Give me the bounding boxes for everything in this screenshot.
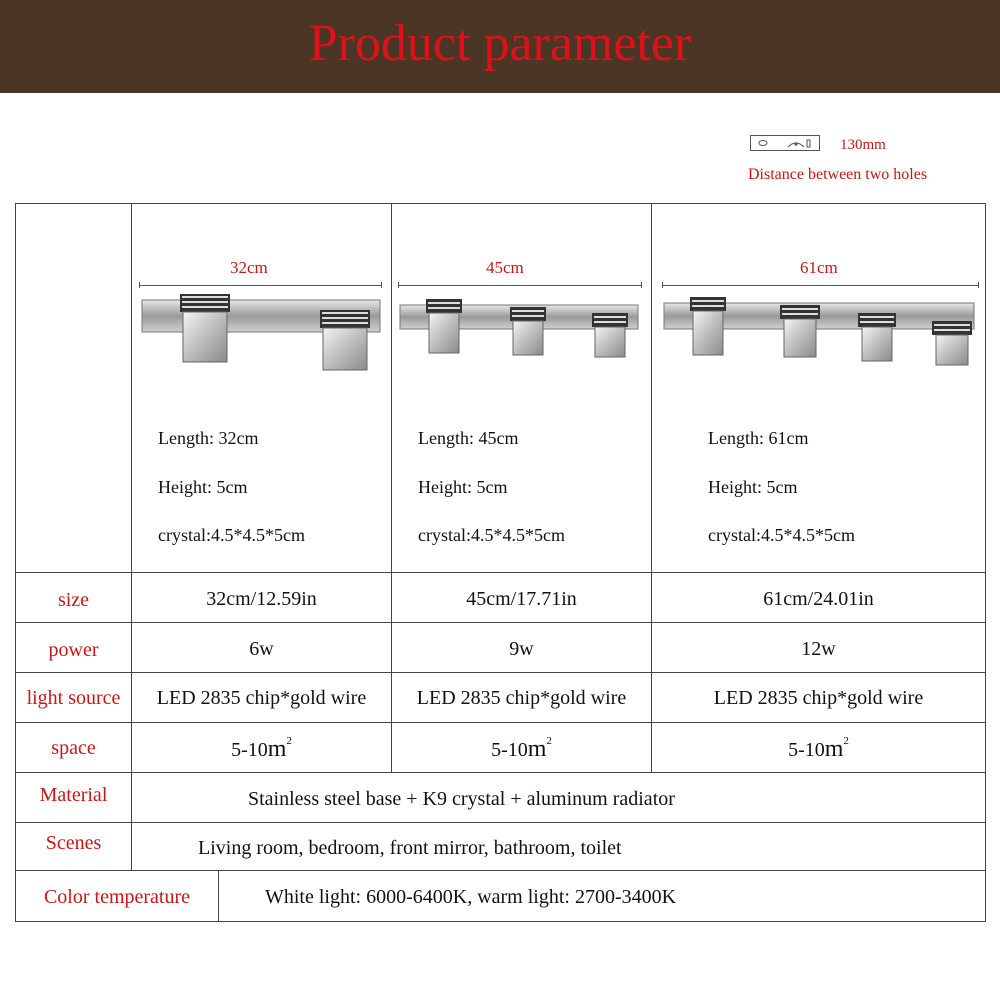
length-spec: Length: 32cm: [158, 428, 259, 448]
height-spec: Height: 5cm: [418, 477, 508, 497]
space-range: 5-10: [491, 739, 528, 761]
length-spec: Length: 45cm: [418, 428, 519, 448]
space-cell: [131, 722, 392, 773]
dimension-line: [398, 282, 642, 288]
vanity-light-3-image: [398, 295, 642, 361]
space-label: space: [51, 737, 96, 759]
scenes-label-cell: [15, 822, 132, 871]
area-exponent: 2: [286, 735, 292, 747]
scenes-cell: [131, 822, 986, 871]
color-temperature-label-cell: [15, 870, 219, 922]
light-source-value: LED 2835 chip*gold wire: [156, 687, 367, 709]
area-unit: m: [824, 736, 844, 762]
length-spec: Length: 61cm: [708, 428, 809, 448]
size-value: 61cm/24.01in: [763, 588, 874, 610]
height-spec: Height: 5cm: [708, 477, 798, 497]
material-label: Material: [39, 784, 108, 806]
crystal-spec: crystal:4.5*4.5*5cm: [708, 525, 855, 545]
power-cell: [131, 622, 392, 673]
light-source-cell: [131, 672, 392, 723]
header-banner: [0, 0, 1000, 93]
color-temperature-value: White light: 6000-6400K, warm light: 2700-3400K: [265, 886, 677, 908]
space-cell: [391, 722, 652, 773]
dimension-label: 45cm: [486, 258, 524, 277]
area-unit: m: [267, 736, 287, 762]
crystal-spec: crystal:4.5*4.5*5cm: [158, 525, 305, 545]
power-label: power: [48, 639, 99, 661]
size-cell: [651, 572, 986, 623]
size-cell: [131, 572, 392, 623]
power-value: 9w: [509, 638, 534, 660]
size-label-cell: [15, 572, 132, 623]
light-source-value: LED 2835 chip*gold wire: [416, 687, 627, 709]
space-range: 5-10: [788, 739, 825, 761]
space-range: 5-10: [231, 739, 268, 761]
material-value: Stainless steel base + K9 crystal + aluminum radiator: [248, 788, 675, 810]
light-source-label-cell: [15, 672, 132, 723]
space-cell: [651, 722, 986, 773]
light-source-cell: [391, 672, 652, 723]
scenes-value: Living room, bedroom, front mirror, bathroom, toilet: [198, 837, 622, 859]
dimension-label: 32cm: [230, 258, 268, 277]
page-title: Product parameter: [308, 15, 692, 72]
vanity-light-2-image: [140, 292, 384, 372]
light-source-value: LED 2835 chip*gold wire: [713, 687, 924, 709]
space-value: [652, 735, 985, 763]
space-label-cell: [15, 722, 132, 773]
size-value: 45cm/17.71in: [466, 588, 577, 610]
material-cell: [131, 772, 986, 823]
area-unit: m: [527, 736, 547, 762]
table-corner-cell: [15, 203, 132, 573]
color-temperature-cell: [218, 870, 986, 922]
space-value: [392, 735, 651, 763]
power-label-cell: [15, 622, 132, 673]
dimension-line: [139, 282, 382, 288]
area-exponent: 2: [546, 735, 552, 747]
power-value: 12w: [801, 638, 836, 660]
hole-distance-value: 130mm: [840, 137, 886, 153]
power-value: 6w: [249, 638, 274, 660]
height-spec: Height: 5cm: [158, 477, 248, 497]
power-cell: [651, 622, 986, 673]
space-value: [132, 735, 391, 763]
power-cell: [391, 622, 652, 673]
dimension-label: 61cm: [800, 258, 838, 277]
hole-distance-caption: Distance between two holes: [748, 166, 928, 183]
light-source-label: light source: [26, 687, 121, 709]
scenes-label: Scenes: [45, 832, 102, 854]
crystal-spec: crystal:4.5*4.5*5cm: [418, 525, 565, 545]
color-temperature-label: Color temperature: [43, 886, 191, 908]
area-exponent: 2: [843, 735, 849, 747]
light-source-cell: [651, 672, 986, 723]
dimension-line: [662, 282, 979, 288]
size-cell: [391, 572, 652, 623]
material-label-cell: [15, 772, 132, 823]
vanity-light-4-image: [662, 295, 980, 367]
size-label: size: [57, 589, 90, 611]
size-value: 32cm/12.59in: [206, 588, 317, 610]
mounting-plate-icon: [750, 135, 820, 151]
